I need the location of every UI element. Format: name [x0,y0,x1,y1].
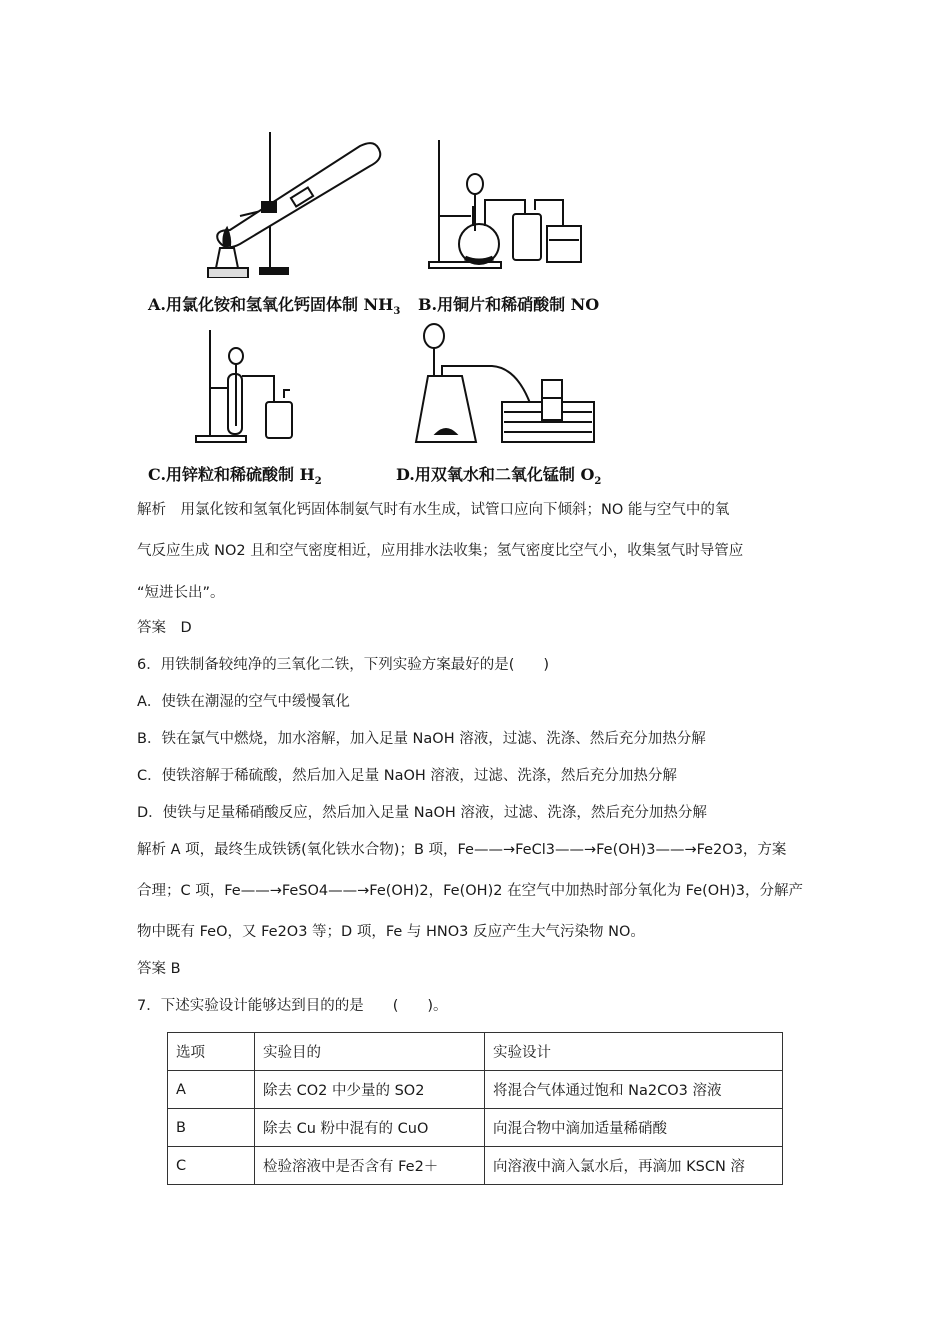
q7-question: 7．下述实验设计能够达到目的的是 ( )。 [137,998,448,1014]
caption-c: C.用锌粒和稀硫酸制 $H_2$ [148,465,322,488]
q5-analysis-line2: 气反应生成 NO2 且和空气密度相近，应用排水法收集；氢气密度比空气小，收集氢气时导管应 [137,543,744,559]
table-cell: A [168,1071,255,1109]
table-header-cell: 实验目的 [255,1033,485,1071]
table-cell: 将混合气体通过饱和 Na2CO3 溶液 [485,1071,783,1109]
table-cell: 向溶液中滴入氯水后，再滴加 KSCN 溶 [485,1147,783,1185]
q6-analysis-line1: 解析 A 项，最终生成铁锈(氧化铁水合物)；B 项，Fe——→FeCl3——→Fe(OH)3——→Fe2O3，方案 [137,842,787,858]
q6-analysis-line3: 物中既有 FeO，又 Fe2O3 等；D 项，Fe 与 HNO3 反应产生大气污染物 NO。 [137,924,645,940]
table-header-row [168,1033,783,1071]
table-row [168,1109,783,1147]
table-cell: C [168,1147,255,1185]
table-cell: 检验溶液中是否含有 Fe2＋ [255,1147,485,1185]
caption-d: D.用双氧水和二氧化锰制 $O_2$ [396,465,602,488]
q6-option-a: A．使铁在潮湿的空气中缓慢氧化 [137,694,350,710]
table-row [168,1147,783,1185]
q5-analysis-line3: “短进长出”。 [137,585,225,601]
table-cell: 除去 CO2 中少量的 SO2 [255,1071,485,1109]
table-cell: B [168,1109,255,1147]
q6-option-d: D．使铁与足量稀硝酸反应，然后加入足量 NaOH 溶液，过滤、洗涤，然后充分加热分解 [137,805,707,821]
table-cell: 向混合物中滴加适量稀硝酸 [485,1109,783,1147]
q5-analysis-line1: 解析 用氯化铵和氢氧化钙固体制氨气时有水生成，试管口应向下倾斜；NO 能与空气中的氧 [137,502,730,518]
apparatus-d-diagram [412,318,602,448]
table-cell: 除去 Cu 粉中混有的 CuO [255,1109,485,1147]
apparatus-c-diagram [194,326,304,446]
q6-answer: 答案 B [137,961,181,977]
apparatus-a-diagram [200,128,390,278]
q6-option-c: C．使铁溶解于稀硫酸，然后加入足量 NaOH 溶液，过滤、洗涤，然后充分加热分解 [137,768,677,784]
q6-analysis-line2: 合理；C 项，Fe——→FeSO4——→Fe(OH)2，Fe(OH)2 在空气中加热时部分氧化为 Fe(OH)3，分解产 [137,883,803,899]
q5-answer: 答案 D [137,620,192,636]
table-header-cell: 选项 [168,1033,255,1071]
table-row [168,1071,783,1109]
caption-a: A.用氯化铵和氢氧化钙固体制 $NH_3$ [148,295,401,318]
q7-table [167,1032,783,1185]
caption-b: B.用铜片和稀硝酸制 NO [418,295,600,314]
q6-option-b: B．铁在氯气中燃烧，加水溶解，加入足量 NaOH 溶液，过滤、洗涤、然后充分加热分解 [137,731,706,747]
apparatus-b-diagram [425,136,595,276]
table-header-cell: 实验设计 [485,1033,783,1071]
q6-question: 6．用铁制备较纯净的三氧化二铁，下列实验方案最好的是( ) [137,657,550,673]
